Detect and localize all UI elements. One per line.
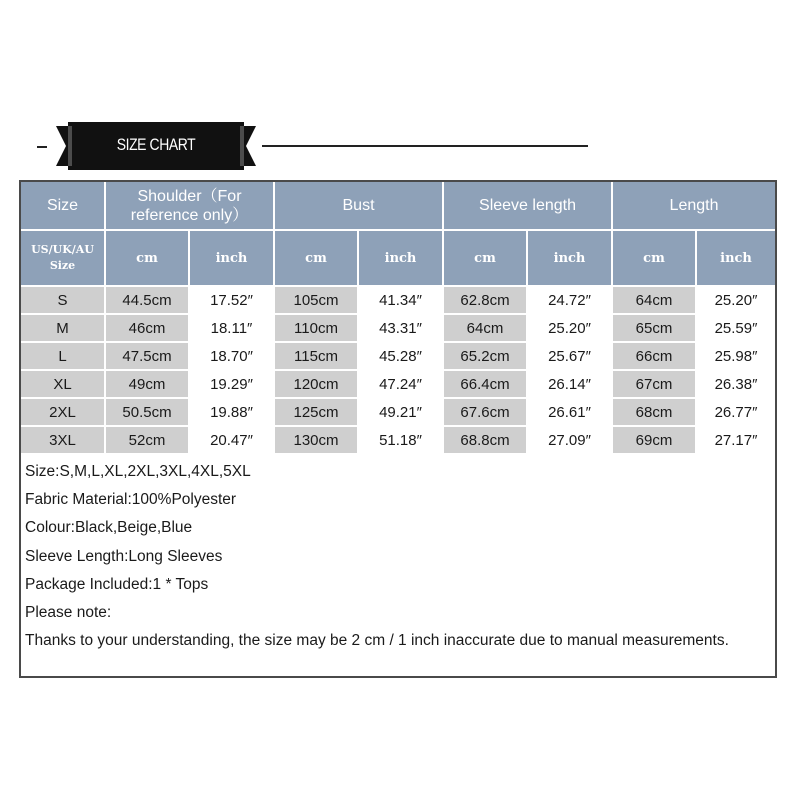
table-cell: 110cm (275, 315, 359, 343)
table-cell: 51.18″ (359, 427, 444, 455)
header-bust: Bust (275, 182, 444, 231)
table-cell: 50.5cm (106, 399, 190, 427)
size-chart-banner (0, 118, 800, 174)
table-cell: 19.29″ (190, 371, 275, 399)
table-cell: 130cm (275, 427, 359, 455)
table-cell: 115cm (275, 343, 359, 371)
table-cell: 19.88″ (190, 399, 275, 427)
header-size: Size (21, 182, 106, 231)
table-cell: 64cm (444, 315, 528, 343)
table-cell: 69cm (613, 427, 697, 455)
banner-title: SIZE CHART (116, 135, 196, 154)
table-cell: 49.21″ (359, 399, 444, 427)
table-row (21, 427, 775, 455)
note-sleeve-length: Sleeve Length:Long Sleeves (25, 547, 223, 565)
unit-header: inch (190, 231, 275, 287)
header-sleeve-length: Sleeve length (444, 182, 613, 231)
banner-dash (37, 146, 47, 148)
table-row (21, 371, 775, 399)
table-cell: 27.17″ (697, 427, 775, 455)
table-cell: 47.5cm (106, 343, 190, 371)
note-sizes: Size:S,M,L,XL,2XL,3XL,4XL,5XL (25, 463, 251, 480)
banner-rule (262, 145, 588, 147)
header-row-measurements (21, 182, 775, 231)
table-cell: 65.2cm (444, 343, 528, 371)
table-cell: 26.61″ (528, 399, 613, 427)
table-cell: 44.5cm (106, 287, 190, 315)
table-cell: 67cm (613, 371, 697, 399)
table-cell: 68cm (613, 399, 697, 427)
table-row (21, 343, 775, 371)
note-package: Package Included:1 * Tops (25, 575, 209, 593)
table-cell: 24.72″ (528, 287, 613, 315)
product-notes (25, 458, 773, 655)
table-cell: 18.70″ (190, 343, 275, 371)
size-chart-frame (19, 180, 777, 678)
table-cell: 41.34″ (359, 287, 444, 315)
unit-header: inch (359, 231, 444, 287)
table-cell: 17.52″ (190, 287, 275, 315)
note-please-note: Please note: (25, 603, 112, 621)
table-cell: 49cm (106, 371, 190, 399)
header-shoulder: Shoulder（For reference only） (106, 182, 275, 231)
size-cell: L (21, 343, 106, 371)
unit-header: cm (444, 231, 528, 287)
table-cell: 20.47″ (190, 427, 275, 455)
note-colour: Colour:Black,Beige,Blue (25, 519, 193, 537)
table-cell: 26.77″ (697, 399, 775, 427)
table-cell: 125cm (275, 399, 359, 427)
table-cell: 43.31″ (359, 315, 444, 343)
table-row (21, 315, 775, 343)
table-cell: 25.59″ (697, 315, 775, 343)
table-cell: 46cm (106, 315, 190, 343)
table-row (21, 399, 775, 427)
table-cell: 64cm (613, 287, 697, 315)
table-cell: 45.28″ (359, 343, 444, 371)
header-us-uk-au-size: US/UK/AU Size (21, 231, 106, 287)
table-cell: 68.8cm (444, 427, 528, 455)
table-cell: 27.09″ (528, 427, 613, 455)
table-cell: 25.98″ (697, 343, 775, 371)
size-cell: S (21, 287, 106, 315)
table-cell: 62.8cm (444, 287, 528, 315)
note-fabric: Fabric Material:100%Polyester (25, 491, 237, 509)
unit-header: inch (528, 231, 613, 287)
table-cell: 65cm (613, 315, 697, 343)
table-cell: 66.4cm (444, 371, 528, 399)
table-cell: 52cm (106, 427, 190, 455)
table-cell: 67.6cm (444, 399, 528, 427)
size-cell: M (21, 315, 106, 343)
table-row (21, 287, 775, 315)
size-cell: XL (21, 371, 106, 399)
note-measurement-disclaimer: Thanks to your understanding, the size may be 2 cm / 1 inch inaccurate due to manual measurements. (25, 632, 729, 650)
table-cell: 26.38″ (697, 371, 775, 399)
unit-header: cm (613, 231, 697, 287)
size-cell: 3XL (21, 427, 106, 455)
header-row-units (21, 231, 775, 287)
table-cell: 25.20″ (697, 287, 775, 315)
size-table (21, 182, 775, 455)
table-cell: 26.14″ (528, 371, 613, 399)
table-cell: 66cm (613, 343, 697, 371)
table-cell: 25.67″ (528, 343, 613, 371)
table-cell: 120cm (275, 371, 359, 399)
unit-header: cm (106, 231, 190, 287)
header-length: Length (613, 182, 775, 231)
unit-header: cm (275, 231, 359, 287)
table-cell: 25.20″ (528, 315, 613, 343)
table-cell: 18.11″ (190, 315, 275, 343)
table-cell: 47.24″ (359, 371, 444, 399)
size-cell: 2XL (21, 399, 106, 427)
unit-header: inch (697, 231, 775, 287)
table-cell: 105cm (275, 287, 359, 315)
